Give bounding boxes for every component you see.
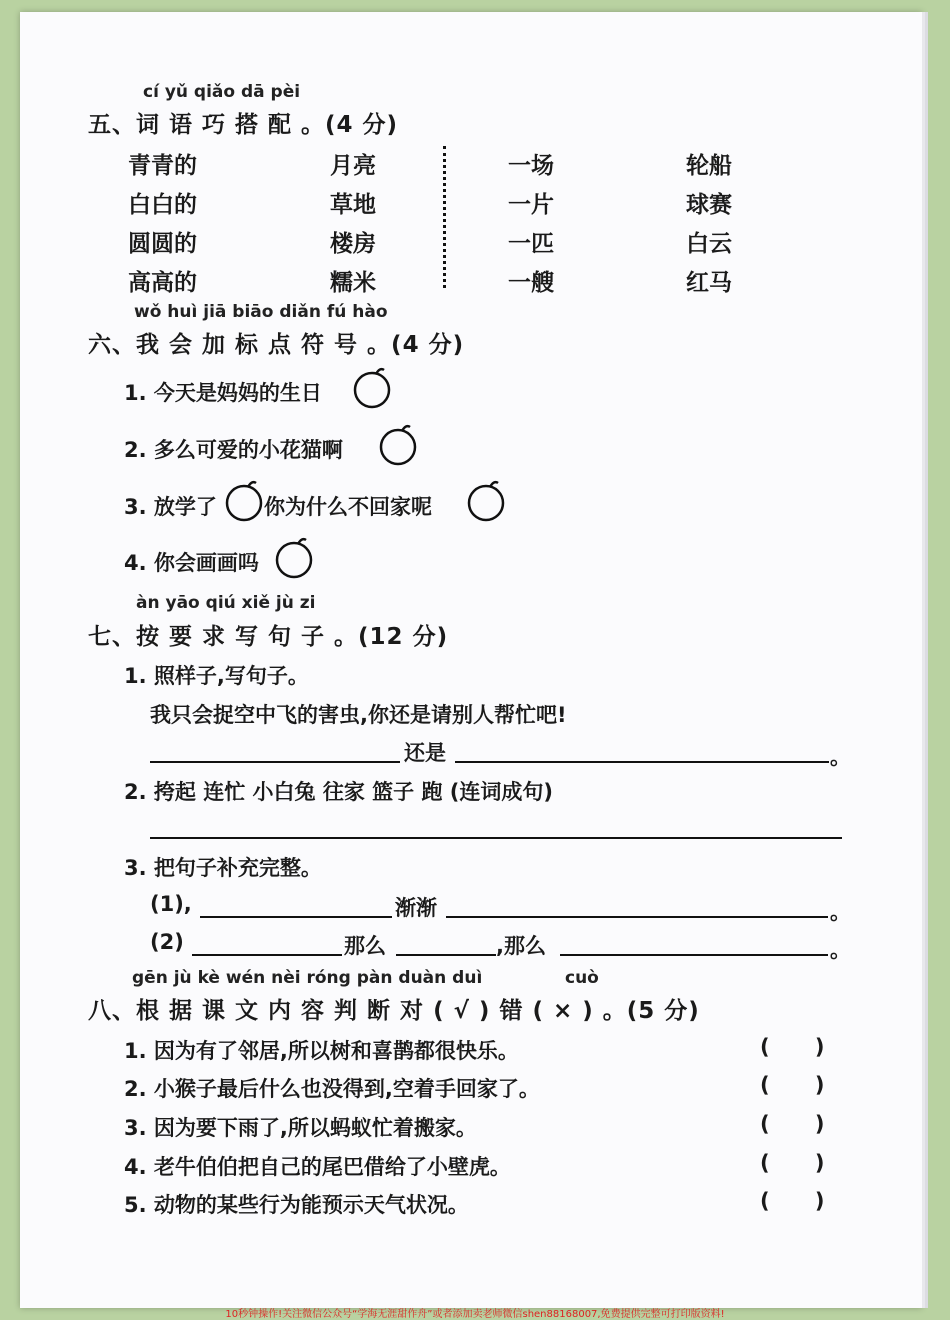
s5-left-a-2: 圆圆的 bbox=[128, 231, 197, 257]
s8-item-3: 3. 因为要下雨了,所以蚂蚁忙着搬家。 bbox=[124, 1116, 477, 1140]
s5-right-b-0: 轮船 bbox=[686, 153, 732, 179]
answer-line[interactable] bbox=[150, 761, 400, 763]
s5-left-a-0: 青青的 bbox=[128, 153, 197, 179]
s6-item-3b: 你为什么不回家呢 bbox=[264, 495, 432, 519]
period: 。 bbox=[830, 938, 851, 962]
s7-q3-2-mid2: ,那么 bbox=[496, 934, 546, 958]
s5-right-a-2: 一匹 bbox=[508, 231, 554, 257]
answer-line[interactable] bbox=[560, 954, 828, 956]
period: 。 bbox=[830, 745, 851, 769]
answer-paren[interactable]: ( ) bbox=[760, 1035, 825, 1059]
s7-q3-2-prefix: (2) bbox=[150, 930, 184, 954]
s8-item-4: 4. 老牛伯伯把自己的尾巴借给了小壁虎。 bbox=[124, 1155, 511, 1179]
answer-line[interactable] bbox=[200, 916, 392, 918]
footer-watermark: 10秒钟操作!关注微信公众号“学海无涯甜作舟”或者添加卖老师微信shen88168007,免费提供完整可打印版资料! bbox=[225, 1309, 725, 1320]
s5-right-b-2: 白云 bbox=[686, 231, 732, 257]
s8-item-2: 2. 小猴子最后什么也没得到,空着手回家了。 bbox=[124, 1077, 540, 1101]
answer-paren[interactable]: ( ) bbox=[760, 1151, 825, 1175]
s8-item-1: 1. 因为有了邻居,所以树和喜鹊都很快乐。 bbox=[124, 1039, 519, 1063]
s7-q1-example: 我只会捉空中飞的害虫,你还是请别人帮忙吧! bbox=[150, 703, 567, 727]
s5-left-a-1: 白白的 bbox=[128, 192, 197, 218]
s5-right-a-0: 一场 bbox=[508, 153, 554, 179]
s6-item-4: 4. 你会画画吗 bbox=[124, 551, 259, 575]
answer-line[interactable] bbox=[396, 954, 496, 956]
section5-title: 五、词 语 巧 搭 配 。(4 分) bbox=[88, 112, 399, 138]
section7-pinyin: àn yāo qiú xiě jù zi bbox=[136, 593, 316, 613]
section5-pinyin: cí yǔ qiǎo dā pèi bbox=[143, 82, 301, 102]
s7-q2: 2. 挎起 连忙 小白兔 往家 篮子 跑 (连词成句) bbox=[124, 780, 553, 804]
apple-blank-icon[interactable] bbox=[224, 478, 266, 522]
apple-blank-icon[interactable] bbox=[352, 365, 394, 409]
s5-right-b-3: 红马 bbox=[686, 270, 732, 296]
answer-line[interactable] bbox=[192, 954, 342, 956]
s5-left-a-3: 高高的 bbox=[128, 270, 197, 296]
s7-q3-2-mid1: 那么 bbox=[344, 934, 386, 958]
answer-paren[interactable]: ( ) bbox=[760, 1189, 825, 1213]
section6-title: 六、我 会 加 标 点 符 号 。(4 分) bbox=[88, 332, 465, 358]
s5-left-b-2: 楼房 bbox=[330, 231, 376, 257]
answer-line[interactable] bbox=[446, 916, 828, 918]
s7-q1-mid: 还是 bbox=[404, 741, 446, 765]
s8-item-5: 5. 动物的某些行为能预示天气状况。 bbox=[124, 1193, 469, 1217]
s7-q1-label: 1. 照样子,写句子。 bbox=[124, 664, 309, 688]
s7-q3-label: 3. 把句子补充完整。 bbox=[124, 856, 322, 880]
period: 。 bbox=[830, 900, 851, 924]
apple-blank-icon[interactable] bbox=[466, 478, 508, 522]
answer-line[interactable] bbox=[455, 761, 829, 763]
s5-left-b-1: 草地 bbox=[330, 192, 376, 218]
column-divider bbox=[443, 146, 446, 288]
s5-right-a-1: 一片 bbox=[508, 192, 554, 218]
section8-pinyin-cuo: cuò bbox=[565, 968, 599, 988]
section8-title: 八、根 据 课 文 内 容 判 断 对 ( √ ) 错 ( × ) 。(5 分) bbox=[88, 998, 700, 1024]
section8-pinyin: gēn jù kè wén nèi róng pàn duàn duì bbox=[132, 968, 483, 988]
apple-blank-icon[interactable] bbox=[274, 535, 316, 579]
s6-item-1: 1. 今天是妈妈的生日 bbox=[124, 381, 322, 405]
answer-line[interactable] bbox=[150, 837, 842, 839]
section7-title: 七、按 要 求 写 句 子 。(12 分) bbox=[88, 624, 449, 650]
s6-item-3a: 3. 放学了 bbox=[124, 495, 217, 519]
answer-paren[interactable]: ( ) bbox=[760, 1112, 825, 1136]
s5-right-b-1: 球赛 bbox=[686, 192, 732, 218]
answer-paren[interactable]: ( ) bbox=[760, 1073, 825, 1097]
section6-pinyin: wǒ huì jiā biāo diǎn fú hào bbox=[134, 302, 388, 322]
s5-left-b-0: 月亮 bbox=[330, 153, 376, 179]
s5-right-a-3: 一艘 bbox=[508, 270, 554, 296]
s6-item-2: 2. 多么可爱的小花猫啊 bbox=[124, 438, 343, 462]
s7-q3-1-mid: 渐渐 bbox=[395, 896, 437, 920]
s5-left-b-3: 糯米 bbox=[330, 270, 376, 296]
s7-q3-1-prefix: (1), bbox=[150, 892, 192, 916]
apple-blank-icon[interactable] bbox=[378, 422, 420, 466]
